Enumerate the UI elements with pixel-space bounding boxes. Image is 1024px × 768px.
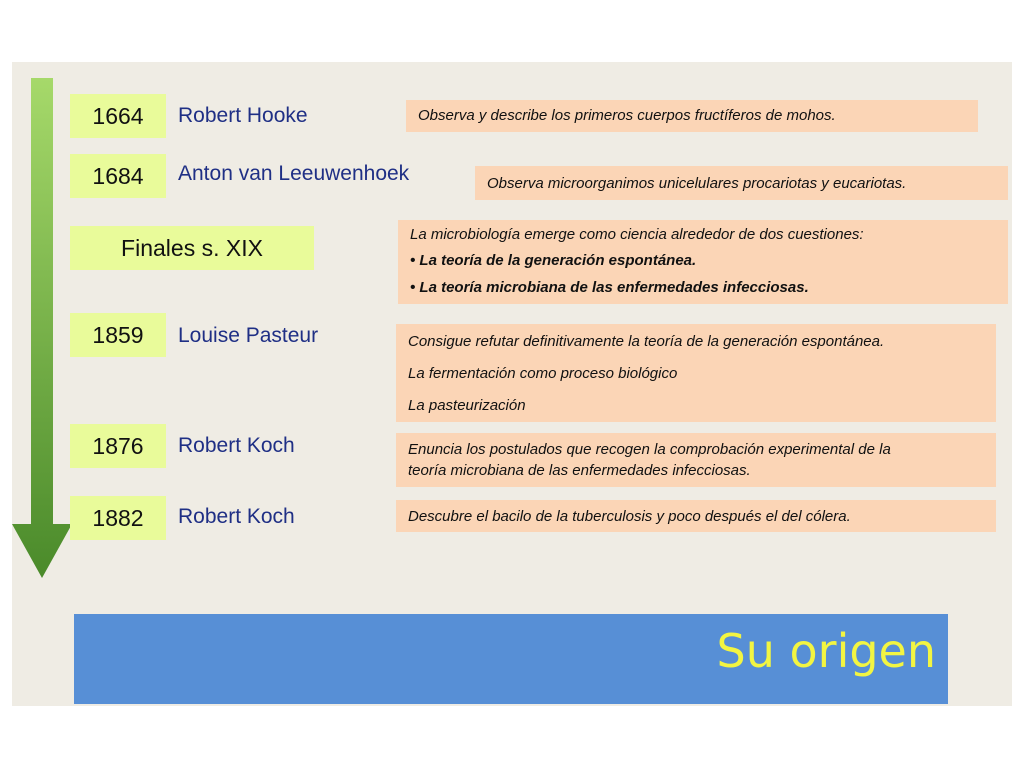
date-box-1882 — [70, 496, 166, 540]
description-line: Observa microorganimos unicelulares procariotas y eucariotas. — [487, 175, 907, 192]
date-box-finales-xix — [70, 226, 314, 270]
date-label: 1876 — [92, 432, 144, 459]
person-name: Louise Pasteur — [178, 324, 319, 347]
description-line: Observa y describe los primeros cuerpos fructíferos de mohos. — [418, 107, 836, 124]
description-line: Consigue refutar definitivamente la teoría de la generación espontánea. — [408, 333, 885, 350]
date-label: 1684 — [92, 162, 144, 189]
date-label: 1859 — [92, 321, 144, 348]
description-box — [406, 100, 978, 132]
date-box-1684 — [70, 154, 166, 198]
date-label: 1882 — [92, 504, 144, 531]
description-box — [396, 500, 996, 532]
description-line: Enuncia los postulados que recogen la comprobación experimental de la — [408, 441, 891, 458]
description-box — [475, 166, 1008, 200]
description-line: La pasteurización — [408, 397, 526, 414]
description-box — [396, 433, 996, 487]
date-box-1876 — [70, 424, 166, 468]
description-line: La microbiología emerge como ciencia alrededor de dos cuestiones: — [410, 226, 864, 243]
person-name: Anton van Leeuwenhoek — [178, 162, 410, 185]
title-banner — [74, 614, 948, 704]
person-name: Robert Koch — [178, 505, 295, 528]
date-box-1664 — [70, 94, 166, 138]
date-label: Finales s. XIX — [121, 234, 263, 261]
down-arrow-icon — [12, 62, 76, 582]
description-line: Descubre el bacilo de la tuberculosis y poco después el del cólera. — [408, 508, 851, 525]
description-box — [398, 220, 1008, 304]
description-box — [396, 324, 996, 422]
date-box-1859 — [70, 313, 166, 357]
description-bullet: • La teoría de la generación espontánea. — [410, 252, 697, 269]
date-label: 1664 — [92, 102, 144, 129]
slide — [12, 62, 1012, 706]
slide-title: Su origen — [716, 624, 936, 678]
person-name: Robert Koch — [178, 434, 295, 457]
description-line: teoría microbiana de las enfermedades infecciosas. — [408, 462, 751, 479]
description-bullet: • La teoría microbiana de las enfermedades infecciosas. — [410, 279, 809, 296]
person-name: Robert Hooke — [178, 104, 308, 127]
description-line: La fermentación como proceso biológico — [408, 365, 678, 382]
